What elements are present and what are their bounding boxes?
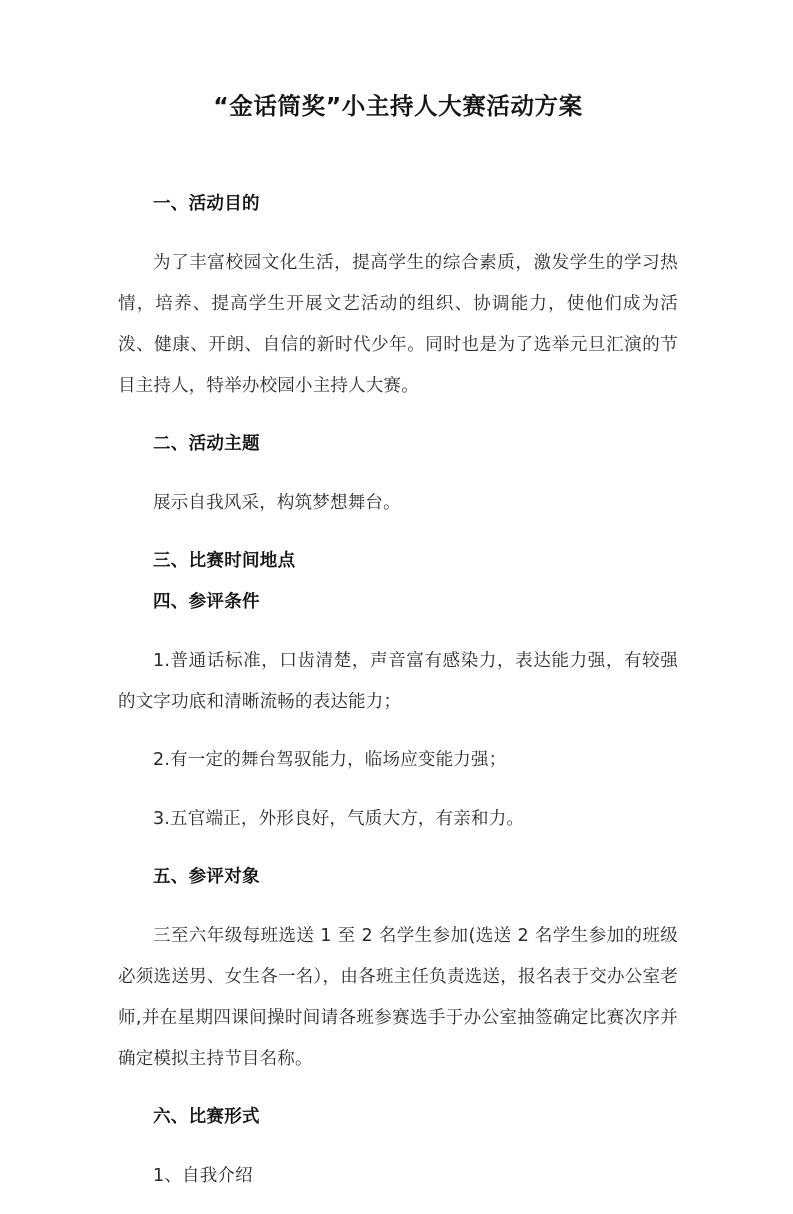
section-2-paragraph-1: 展示自我风采，构筑梦想舞台。: [153, 492, 401, 513]
section-heading-5: 五、参评对象: [153, 867, 260, 888]
section-competition-format: [118, 1097, 678, 1197]
section-heading-6: 六、比赛形式: [153, 1107, 260, 1128]
section-activity-purpose: [118, 184, 678, 407]
section-heading-3: 三、比赛时间地点: [153, 551, 296, 572]
section-1-paragraph-1: 为了丰富校园文化生活，提高学生的综合素质，激发学生的学习热情，培养、提高学生开展文艺活动的组织、协调能力，使他们成为活泼、健康、开朗、自信的新时代少年。同时也是为了选举元旦汇演的节目主持人，特举办校园小主持人大赛。: [118, 252, 678, 396]
section-heading-4: 四、参评条件: [153, 592, 260, 613]
section-evaluation-criteria: [118, 582, 678, 840]
section-heading-2: 二、活动主题: [153, 434, 260, 455]
section-activity-theme: [118, 424, 678, 524]
section-participants: [118, 857, 678, 1080]
criteria-item-2: 2.有一定的舞台驾驭能力，临场应变能力强；: [153, 750, 507, 771]
format-item-1: 1、自我介绍: [153, 1165, 253, 1186]
criteria-item-3: 3.五官端正，外形良好，气质大方，有亲和力。: [153, 808, 525, 829]
section-heading-1: 一、活动目的: [153, 194, 260, 215]
document-body: [118, 0, 678, 1214]
section-competition-time-place: [118, 541, 678, 582]
page-title: “金话筒奖”小主持人大赛活动方案: [213, 92, 583, 120]
title-spacer: [118, 121, 678, 184]
section-5-paragraph-1: 三至六年级每班选送 1 至 2 名学生参加(选送 2 名学生参加的班级必须选送男、女生各一名），由各班主任负责选送，报名表于交办公室老师,并在星期四课间操时间请各班参赛选手于办公室抽签确定比赛次序并确定模拟主持节目名称。: [118, 925, 678, 1069]
criteria-item-1: 1.普通话标准，口齿清楚，声音富有感染力，表达能力强，有较强的文字功底和清晰流畅的表达能力；: [118, 650, 678, 712]
